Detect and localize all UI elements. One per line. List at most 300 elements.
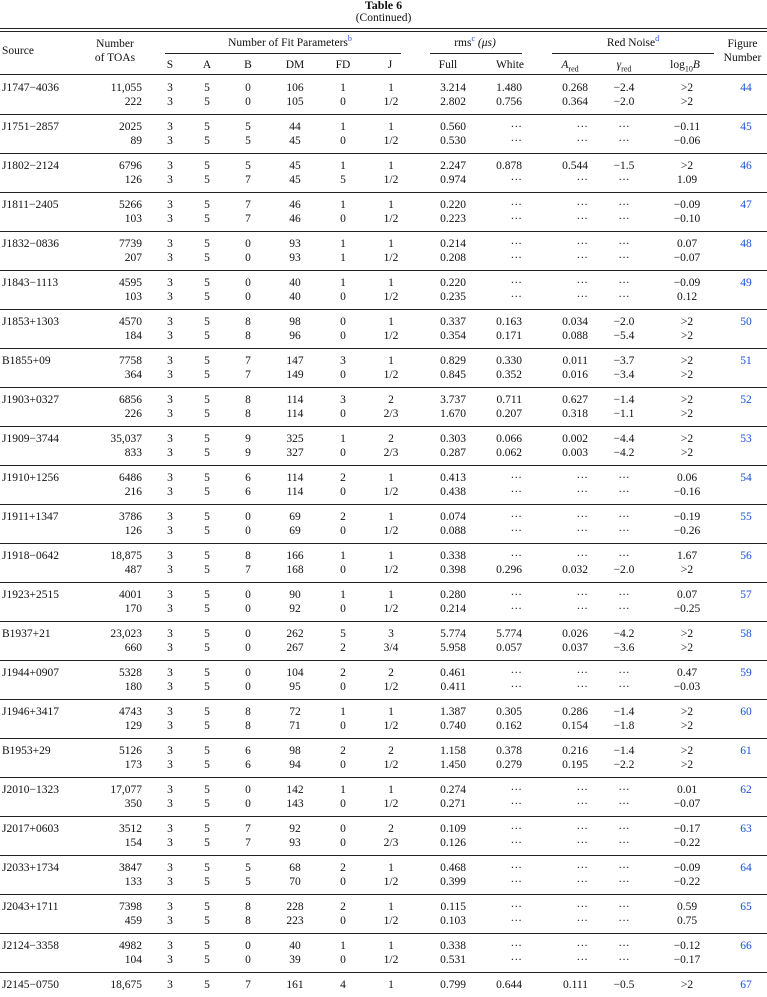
source-name: J1909−3744 [2, 433, 59, 445]
cell-white: ··· [510, 954, 522, 966]
cell-A: 5 [204, 252, 210, 264]
header-toas-line1: Number [96, 38, 134, 50]
figure-link[interactable]: 59 [740, 667, 752, 679]
cell-gred: ··· [618, 603, 630, 615]
cell-DM: 98 [289, 745, 301, 757]
cell-logb: 0.59 [676, 901, 698, 913]
cell-S: 3 [167, 564, 173, 576]
cell-S: 3 [167, 433, 173, 445]
cell-ared: ··· [576, 121, 588, 133]
cell-S: 3 [167, 837, 173, 849]
cell-white: ··· [510, 862, 522, 874]
cell-S: 3 [167, 486, 173, 498]
cell-B: 0 [245, 784, 251, 796]
cell-toas: 3512 [119, 823, 142, 835]
cell-S: 3 [167, 369, 173, 381]
cell-toas: 11,055 [110, 82, 142, 94]
cell-gred: −4.2 [613, 628, 635, 640]
cell-ared: 0.026 [562, 628, 588, 640]
cell-S: 3 [167, 408, 173, 420]
cell-logb: >2 [680, 160, 694, 172]
cell-A: 5 [204, 486, 210, 498]
cell-DM: 69 [289, 511, 301, 523]
cell-FD: 2 [340, 745, 346, 757]
cell-logb: >2 [680, 82, 694, 94]
cell-white: ··· [510, 837, 522, 849]
cell-ared: ··· [576, 837, 588, 849]
cell-J: 1 [388, 238, 394, 250]
footnote-d[interactable]: d [655, 34, 660, 44]
cell-white: ··· [510, 252, 522, 264]
cell-A: 5 [204, 940, 210, 952]
source-name: J1903+0327 [2, 394, 59, 406]
cell-DM: 96 [289, 330, 301, 342]
cell-J: 1/2 [383, 486, 399, 498]
cell-S: 3 [167, 252, 173, 264]
table-title: Table 6 [364, 0, 403, 12]
cell-B: 0 [245, 681, 251, 693]
cell-ared: ··· [576, 213, 588, 225]
source-name: J2033+1734 [2, 862, 59, 874]
footnote-c[interactable]: c [471, 34, 475, 44]
cell-toas: 660 [124, 642, 142, 654]
cell-DM: 149 [286, 369, 304, 381]
cell-A: 5 [204, 213, 210, 225]
cell-full: 0.214 [440, 238, 466, 250]
table-body [0, 76, 767, 997]
cell-toas: 18,875 [110, 550, 142, 562]
pulsar-row [0, 505, 767, 544]
cell-toas: 3786 [119, 511, 142, 523]
cell-FD: 0 [340, 564, 346, 576]
cell-FD: 0 [340, 486, 346, 498]
cell-logb: >2 [680, 706, 694, 718]
cell-toas: 226 [124, 408, 142, 420]
fit-parameters-underline [165, 53, 401, 54]
cell-J: 1 [388, 550, 394, 562]
cell-full: 0.740 [440, 720, 466, 732]
cell-S: 3 [167, 82, 173, 94]
cell-logb: >2 [680, 316, 694, 328]
cell-A: 5 [204, 160, 210, 172]
cell-B: 7 [245, 564, 251, 576]
pulsar-row [0, 466, 767, 505]
cell-toas: 184 [124, 330, 142, 342]
cell-gred: −2.0 [613, 316, 635, 328]
cell-A: 5 [204, 759, 210, 771]
pulsar-row [0, 427, 767, 466]
cell-S: 3 [167, 720, 173, 732]
cell-full: 0.530 [440, 135, 466, 147]
cell-B: 6 [245, 472, 251, 484]
cell-S: 3 [167, 706, 173, 718]
cell-logb: −0.19 [673, 511, 701, 523]
figure-link[interactable]: 51 [740, 355, 752, 367]
cell-full: 2.247 [440, 160, 466, 172]
cell-J: 1/2 [383, 798, 399, 810]
cell-FD: 1 [340, 238, 346, 250]
cell-logb: >2 [680, 355, 694, 367]
cell-FD: 3 [340, 355, 346, 367]
cell-B: 7 [245, 837, 251, 849]
cell-A: 5 [204, 369, 210, 381]
cell-DM: 93 [289, 837, 301, 849]
cell-FD: 1 [340, 252, 346, 264]
cell-S: 3 [167, 447, 173, 459]
cell-gred: ··· [618, 550, 630, 562]
cell-S: 3 [167, 121, 173, 133]
cell-B: 7 [245, 355, 251, 367]
cell-gred: ··· [618, 121, 630, 133]
figure-link[interactable]: 53 [740, 433, 752, 445]
cell-full: 0.280 [440, 589, 466, 601]
figure-link[interactable]: 45 [740, 121, 752, 133]
cell-full: 0.398 [440, 564, 466, 576]
figure-link[interactable]: 57 [740, 589, 752, 601]
cell-logb: −0.22 [673, 876, 701, 888]
cell-DM: 262 [286, 628, 304, 640]
cell-ared: 0.544 [562, 160, 588, 172]
cell-J: 1 [388, 355, 394, 367]
cell-A: 5 [204, 511, 210, 523]
cell-ared: 0.195 [562, 759, 588, 771]
cell-gred: ··· [618, 784, 630, 796]
cell-white: ··· [510, 472, 522, 484]
cell-logb: −0.25 [673, 603, 701, 615]
cell-ared: ··· [576, 681, 588, 693]
cell-ared: ··· [576, 291, 588, 303]
figure-link[interactable]: 64 [740, 862, 752, 874]
cell-logb: 0.01 [676, 784, 698, 796]
cell-full: 0.399 [440, 876, 466, 888]
cell-DM: 40 [289, 940, 301, 952]
cell-DM: 45 [289, 160, 301, 172]
cell-B: 8 [245, 720, 251, 732]
cell-gred: −1.4 [613, 745, 635, 757]
cell-gred: ··· [618, 798, 630, 810]
cell-J: 1/2 [383, 681, 399, 693]
cell-DM: 98 [289, 316, 301, 328]
cell-DM: 106 [286, 82, 304, 94]
cell-full: 0.103 [440, 915, 466, 927]
cell-logb: >2 [680, 96, 694, 108]
cell-FD: 0 [340, 525, 346, 537]
table-subtitle: (Continued) [355, 12, 412, 24]
cell-A: 5 [204, 550, 210, 562]
cell-J: 1/2 [383, 564, 399, 576]
cell-B: 7 [245, 823, 251, 835]
cell-white: 0.878 [496, 160, 522, 172]
cell-toas: 207 [124, 252, 142, 264]
cell-S: 3 [167, 589, 173, 601]
figure-link[interactable]: 50 [740, 316, 752, 328]
cell-S: 3 [167, 160, 173, 172]
cell-gred: −5.4 [613, 330, 635, 342]
cell-FD: 0 [340, 291, 346, 303]
cell-toas: 7739 [119, 238, 142, 250]
cell-J: 1/2 [383, 603, 399, 615]
cell-B: 6 [245, 745, 251, 757]
cell-logb: >2 [680, 628, 694, 640]
cell-white: ··· [510, 940, 522, 952]
cell-B: 8 [245, 316, 251, 328]
cell-white: ··· [510, 277, 522, 289]
header-figure-line1: Figure [727, 38, 758, 50]
cell-J: 1 [388, 160, 394, 172]
cell-J: 3 [388, 628, 394, 640]
cell-ared: ··· [576, 901, 588, 913]
cell-S: 3 [167, 355, 173, 367]
cell-ared: ··· [576, 511, 588, 523]
cell-ared: 0.268 [562, 82, 588, 94]
cell-white: ··· [510, 199, 522, 211]
cell-gred: −4.2 [613, 447, 635, 459]
source-name: J1910+1256 [2, 472, 59, 484]
cell-full: 0.214 [440, 603, 466, 615]
cell-full: 0.223 [440, 213, 466, 225]
source-name: J1918−0642 [2, 550, 59, 562]
cell-S: 3 [167, 759, 173, 771]
cell-B: 0 [245, 252, 251, 264]
cell-ared: 0.032 [562, 564, 588, 576]
pulsar-row [0, 544, 767, 583]
cell-gred: ··· [618, 486, 630, 498]
cell-logb: >2 [680, 745, 694, 757]
figure-link[interactable]: 60 [740, 706, 752, 718]
cell-logb: >2 [680, 408, 694, 420]
cell-J: 1 [388, 316, 394, 328]
source-name: J1811−2405 [2, 199, 59, 211]
cell-FD: 0 [340, 369, 346, 381]
figure-link[interactable]: 66 [740, 940, 752, 952]
cell-DM: 143 [286, 798, 304, 810]
cell-A: 5 [204, 681, 210, 693]
cell-B: 9 [245, 447, 251, 459]
cell-gred: ··· [618, 681, 630, 693]
cell-gred: ··· [618, 238, 630, 250]
pulsar-row [0, 232, 767, 271]
cell-DM: 46 [289, 213, 301, 225]
header-gamma-red: $\gamma_{red}$ [616, 59, 632, 74]
cell-full: 0.338 [440, 550, 466, 562]
cell-gred: ··· [618, 954, 630, 966]
cell-J: 1/2 [383, 96, 399, 108]
cell-logb: >2 [680, 564, 694, 576]
cell-logb: −0.09 [673, 277, 701, 289]
cell-B: 5 [245, 876, 251, 888]
cell-ared: ··· [576, 940, 588, 952]
cell-toas: 173 [124, 759, 142, 771]
cell-white: ··· [510, 798, 522, 810]
cell-J: 1 [388, 940, 394, 952]
footnote-b[interactable]: b [347, 34, 352, 44]
cell-S: 3 [167, 238, 173, 250]
cell-ared: ··· [576, 199, 588, 211]
cell-DM: 327 [286, 447, 304, 459]
cell-S: 3 [167, 940, 173, 952]
cell-gred: ··· [618, 525, 630, 537]
cell-white: 0.644 [496, 979, 522, 991]
cell-ared: 0.011 [562, 355, 588, 367]
cell-DM: 267 [286, 642, 304, 654]
cell-white: 5.774 [496, 628, 522, 640]
cell-logb: −0.03 [673, 681, 701, 693]
cell-FD: 2 [340, 472, 346, 484]
cell-toas: 5266 [119, 199, 142, 211]
cell-gred: −0.5 [613, 979, 635, 991]
cell-gred: ··· [618, 291, 630, 303]
cell-A: 5 [204, 447, 210, 459]
source-name: J1751−2857 [2, 121, 59, 133]
cell-logb: −0.09 [673, 199, 701, 211]
cell-FD: 1 [340, 433, 346, 445]
cell-full: 1.670 [440, 408, 466, 420]
cell-A: 5 [204, 135, 210, 147]
cell-logb: −0.26 [673, 525, 701, 537]
cell-gred: ··· [618, 862, 630, 874]
cell-J: 1/2 [383, 330, 399, 342]
cell-A: 5 [204, 564, 210, 576]
cell-S: 3 [167, 330, 173, 342]
cell-white: 0.057 [496, 642, 522, 654]
cell-ared: ··· [576, 784, 588, 796]
figure-link[interactable]: 48 [740, 238, 752, 250]
cell-A: 5 [204, 316, 210, 328]
cell-full: 0.287 [440, 447, 466, 459]
cell-toas: 154 [124, 837, 142, 849]
cell-full: 0.271 [440, 798, 466, 810]
cell-toas: 180 [124, 681, 142, 693]
figure-link[interactable]: 67 [740, 979, 752, 991]
cell-A: 5 [204, 291, 210, 303]
cell-S: 3 [167, 862, 173, 874]
cell-FD: 0 [340, 837, 346, 849]
cell-J: 1/2 [383, 213, 399, 225]
cell-white: 0.207 [496, 408, 522, 420]
cell-gred: −1.4 [613, 394, 635, 406]
cell-ared: 0.216 [562, 745, 588, 757]
pulsar-row [0, 661, 767, 700]
cell-logb: −0.09 [673, 862, 701, 874]
cell-S: 3 [167, 784, 173, 796]
cell-toas: 833 [124, 447, 142, 459]
figure-link[interactable]: 54 [740, 472, 752, 484]
figure-link[interactable]: 61 [740, 745, 752, 757]
cell-white: ··· [510, 823, 522, 835]
cell-full: 0.115 [440, 901, 466, 913]
figure-link[interactable]: 58 [740, 628, 752, 640]
cell-J: 1/2 [383, 876, 399, 888]
cell-S: 3 [167, 954, 173, 966]
cell-full: 0.126 [440, 837, 466, 849]
cell-B: 0 [245, 96, 251, 108]
cell-full: 0.074 [440, 511, 466, 523]
cell-S: 3 [167, 291, 173, 303]
cell-B: 5 [245, 862, 251, 874]
figure-link[interactable]: 65 [740, 901, 752, 913]
cell-A: 5 [204, 784, 210, 796]
cell-J: 1/2 [383, 135, 399, 147]
cell-white: 0.279 [496, 759, 522, 771]
cell-gred: −2.0 [613, 96, 635, 108]
cell-toas: 6486 [119, 472, 142, 484]
cell-ared: ··· [576, 589, 588, 601]
cell-full: 1.158 [440, 745, 466, 757]
cell-white: ··· [510, 525, 522, 537]
cell-DM: 104 [286, 667, 304, 679]
cell-J: 2 [388, 394, 394, 406]
cell-B: 7 [245, 213, 251, 225]
cell-J: 1/2 [383, 252, 399, 264]
cell-FD: 0 [340, 798, 346, 810]
cell-B: 0 [245, 238, 251, 250]
cell-B: 0 [245, 642, 251, 654]
cell-full: 0.220 [440, 277, 466, 289]
cell-B: 7 [245, 979, 251, 991]
source-name: J2124−3358 [2, 940, 59, 952]
cell-FD: 0 [340, 720, 346, 732]
cell-DM: 223 [286, 915, 304, 927]
cell-ared: ··· [576, 862, 588, 874]
cell-DM: 92 [289, 823, 301, 835]
cell-DM: 45 [289, 135, 301, 147]
figure-link[interactable]: 55 [740, 511, 752, 523]
cell-ared: 0.003 [562, 447, 588, 459]
figure-link[interactable]: 62 [740, 784, 752, 796]
cell-gred: ··· [618, 589, 630, 601]
pulsar-row [0, 193, 767, 232]
figure-link[interactable]: 52 [740, 394, 752, 406]
cell-logb: 0.07 [676, 238, 698, 250]
cell-S: 3 [167, 394, 173, 406]
figure-link[interactable]: 46 [740, 160, 752, 172]
cell-full: 0.845 [440, 369, 466, 381]
pulsar-row [0, 154, 767, 193]
pulsar-row [0, 583, 767, 622]
figure-link[interactable]: 56 [740, 550, 752, 562]
cell-S: 3 [167, 135, 173, 147]
cell-toas: 126 [124, 525, 142, 537]
cell-FD: 1 [340, 82, 346, 94]
cell-white: ··· [510, 901, 522, 913]
cell-ared: ··· [576, 954, 588, 966]
figure-link[interactable]: 49 [740, 277, 752, 289]
cell-DM: 40 [289, 291, 301, 303]
cell-B: 5 [245, 135, 251, 147]
cell-toas: 104 [124, 954, 142, 966]
figure-link[interactable]: 47 [740, 199, 752, 211]
cell-DM: 147 [286, 355, 304, 367]
cell-toas: 6856 [119, 394, 142, 406]
header-full: Full [438, 59, 458, 71]
cell-ared: 0.627 [562, 394, 588, 406]
rms-underline [430, 53, 522, 54]
cell-FD: 5 [340, 628, 346, 640]
cell-FD: 5 [340, 174, 346, 186]
figure-link[interactable]: 63 [740, 823, 752, 835]
cell-full: 5.958 [440, 642, 466, 654]
cell-toas: 4595 [119, 277, 142, 289]
cell-logb: −0.22 [673, 837, 701, 849]
cell-full: 0.354 [440, 330, 466, 342]
cell-DM: 94 [289, 759, 301, 771]
cell-logb: −0.12 [673, 940, 701, 952]
figure-link[interactable]: 44 [740, 82, 752, 94]
cell-S: 3 [167, 798, 173, 810]
cell-FD: 2 [340, 667, 346, 679]
cell-logb: −0.06 [673, 135, 701, 147]
cell-B: 0 [245, 82, 251, 94]
